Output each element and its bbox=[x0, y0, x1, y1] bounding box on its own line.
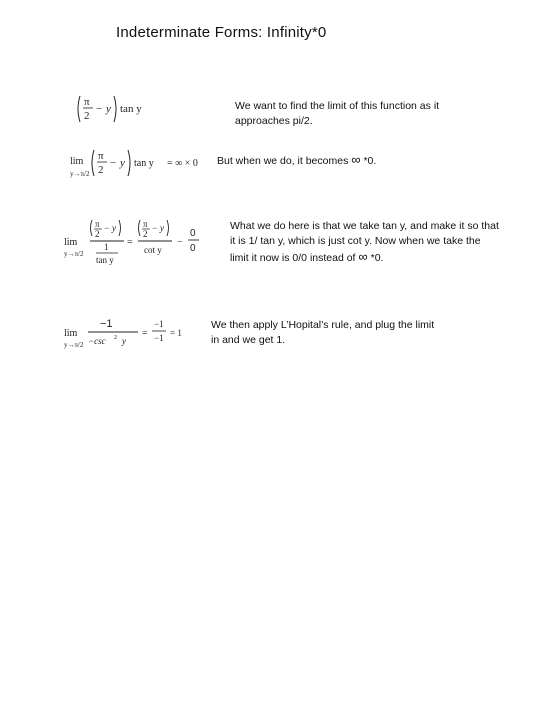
eq1-y: y bbox=[106, 103, 111, 115]
svg-text:π: π bbox=[143, 219, 148, 229]
eq2-pi: π bbox=[98, 150, 104, 162]
eq3-pi: π bbox=[95, 219, 100, 229]
equation-lhopital bbox=[64, 316, 194, 356]
equation-limit-form bbox=[70, 148, 210, 184]
eq3-lim: lim bbox=[64, 237, 78, 248]
eq4-y: y bbox=[122, 336, 126, 346]
eq3-one: 1 bbox=[104, 242, 109, 252]
eq3-tan: tan y bbox=[96, 255, 114, 265]
infinity-symbol: ∞ bbox=[351, 152, 361, 167]
step-1-text bbox=[235, 99, 495, 129]
step-4-line-2: in and we get 1. bbox=[211, 334, 286, 346]
eq4-sub: y→π/2 bbox=[64, 341, 84, 349]
step-3-text bbox=[230, 219, 530, 266]
equation-function bbox=[76, 94, 166, 124]
eq4-neg1-num: −1 bbox=[154, 319, 164, 329]
step-3-line-2: it is 1/ tan y, which is just cot y. Now when we take the bbox=[230, 235, 481, 247]
svg-text:−: − bbox=[96, 103, 103, 115]
eq3-sub: y→π/2 bbox=[64, 250, 84, 258]
eq4-numerator: −1 bbox=[100, 318, 113, 330]
step-4-text bbox=[211, 318, 491, 348]
eq2-rhs: = ∞ × 0 bbox=[167, 158, 198, 169]
eq2-two: 2 bbox=[98, 164, 104, 176]
step-3-line-1: What we do here is that we take tan y, and make it so that bbox=[230, 220, 499, 232]
equation-rewrite bbox=[64, 218, 214, 270]
svg-text:−: − bbox=[110, 157, 117, 169]
step-3-line-3: limit it now is 0/0 instead of bbox=[230, 252, 356, 264]
infinity-symbol-2: ∞ bbox=[358, 249, 368, 264]
eq3-zero-den: 0 bbox=[190, 243, 196, 254]
eq4-rhs: = 1 bbox=[170, 328, 182, 338]
svg-text:−: − bbox=[104, 223, 110, 233]
page-title: Indeterminate Forms: Infinity*0 bbox=[116, 24, 327, 41]
eq3-y: y bbox=[112, 223, 116, 233]
eq1-two: 2 bbox=[84, 110, 90, 122]
eq4-lim: lim bbox=[64, 328, 78, 339]
eq3-two: 2 bbox=[95, 229, 100, 239]
eq3-equals: = bbox=[127, 237, 133, 248]
step-2-after: *0. bbox=[363, 155, 377, 167]
svg-text:2: 2 bbox=[143, 229, 148, 239]
eq4-neg1-den: −1 bbox=[154, 333, 164, 343]
eq2-y: y bbox=[120, 157, 125, 169]
eq4-csc: −csc bbox=[88, 336, 106, 346]
eq4-sq: 2 bbox=[114, 335, 117, 341]
svg-text:y: y bbox=[160, 223, 164, 233]
eq2-tan: tan y bbox=[134, 158, 154, 169]
eq2-lim: lim bbox=[70, 156, 84, 167]
eq1-pi: π bbox=[84, 96, 90, 108]
step-3-line-3-end: *0. bbox=[370, 252, 384, 264]
step-1-body: We want to find the limit of this function as it approaches pi/2. bbox=[235, 100, 440, 127]
eq3-cot: cot y bbox=[144, 245, 162, 255]
eq2-sub: y→π/2 bbox=[70, 170, 90, 178]
step-2-text bbox=[217, 152, 477, 169]
eq4-equals: = bbox=[142, 328, 148, 339]
svg-text:−: − bbox=[152, 223, 158, 233]
step-4-line-1: We then apply L’Hopital’s rule, and plug the limit bbox=[211, 319, 435, 331]
eq3-zero-num: 0 bbox=[190, 228, 196, 239]
eq3-minus: − bbox=[177, 237, 183, 248]
step-2-before: But when we do, it becomes bbox=[217, 155, 349, 167]
eq1-tan: tan y bbox=[120, 103, 142, 115]
